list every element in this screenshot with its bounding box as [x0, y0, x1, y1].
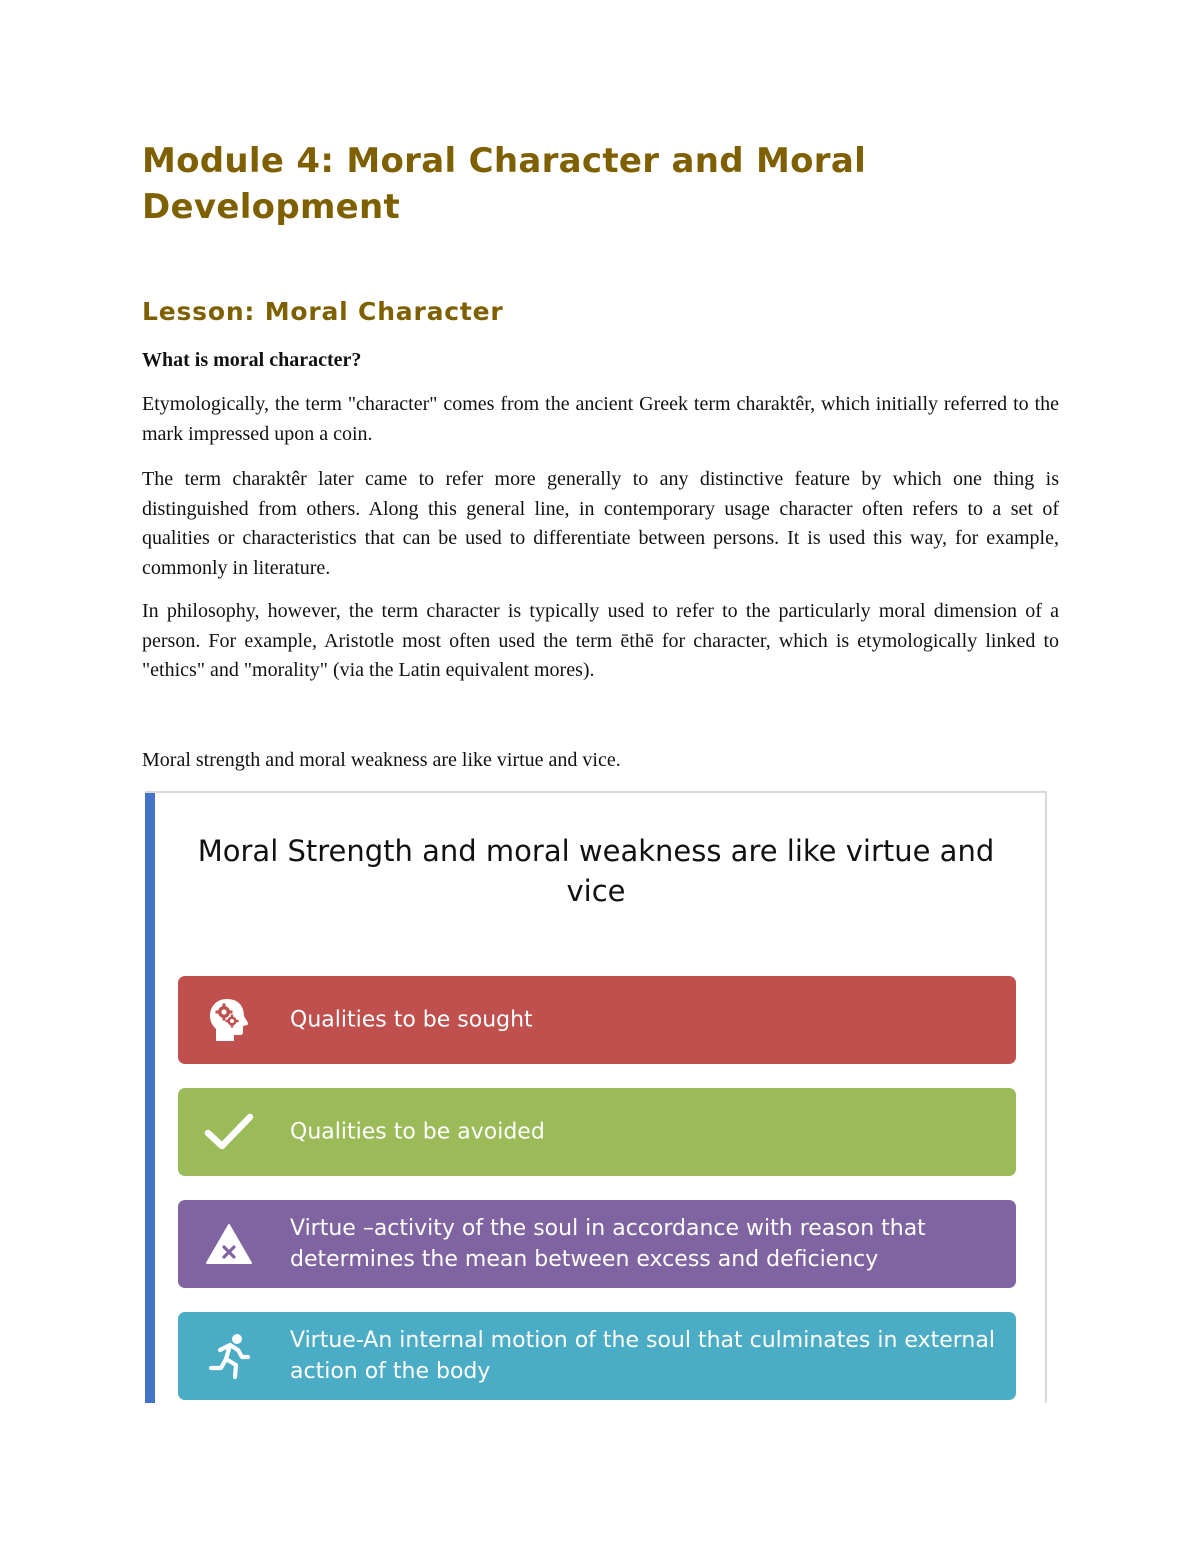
head-gears-icon — [200, 991, 258, 1049]
module-title: Module 4: Moral Character and Moral Development — [142, 141, 867, 227]
slide-item-text: Virtue –activity of the soul in accordance with reason that determines the mean between excess and deficiency — [290, 1216, 926, 1272]
paragraph-philosophy: In philosophy, however, the term character is typically used to refer to the particularly moral dimension of a person. For example, Aristotle most often used the term ēthē for character, which is etymologically linked to "ethics" and "morality" (via the Latin equivalent mores). — [142, 600, 1059, 681]
slide-item-sought — [178, 976, 1016, 1064]
slide-item-text: Virtue-An internal motion of the soul that culminates in external action of the body — [290, 1328, 995, 1384]
paragraph-distinctive-feature: The term charaktêr later came to refer more generally to any distinctive feature by which one thing is distinguished from others. Along this general line, in contemporary usage character often refers to a set of qualities or characteristics that can be used to differentiate between persons. It is used this way, for example, commonly in literature. — [142, 468, 1059, 579]
slide-accent-bar — [145, 793, 155, 1403]
section-question: What is moral character? — [142, 349, 362, 371]
slide-figure — [145, 791, 1047, 1403]
slide-item-text: Qualities to be avoided — [290, 1119, 545, 1145]
slide-item-virtue-mean — [178, 1200, 1016, 1288]
warning-triangle-icon — [200, 1215, 258, 1273]
slide-title: Moral Strength and moral weakness are like virtue and vice — [197, 834, 995, 908]
slide-item-avoided — [178, 1088, 1016, 1176]
lesson-title: Lesson: Moral Character — [142, 297, 504, 326]
paragraph-virtue-vice: Moral strength and moral weakness are like virtue and vice. — [142, 749, 621, 771]
slide-item-virtue-motion — [178, 1312, 1016, 1400]
paragraph-etymology: Etymologically, the term "character" comes from the ancient Greek term charaktêr, which initially referred to the mark impressed upon a coin. — [142, 393, 1059, 445]
checkmark-icon — [200, 1103, 258, 1161]
running-person-icon — [200, 1327, 258, 1385]
slide-item-text: Qualities to be sought — [290, 1007, 533, 1033]
